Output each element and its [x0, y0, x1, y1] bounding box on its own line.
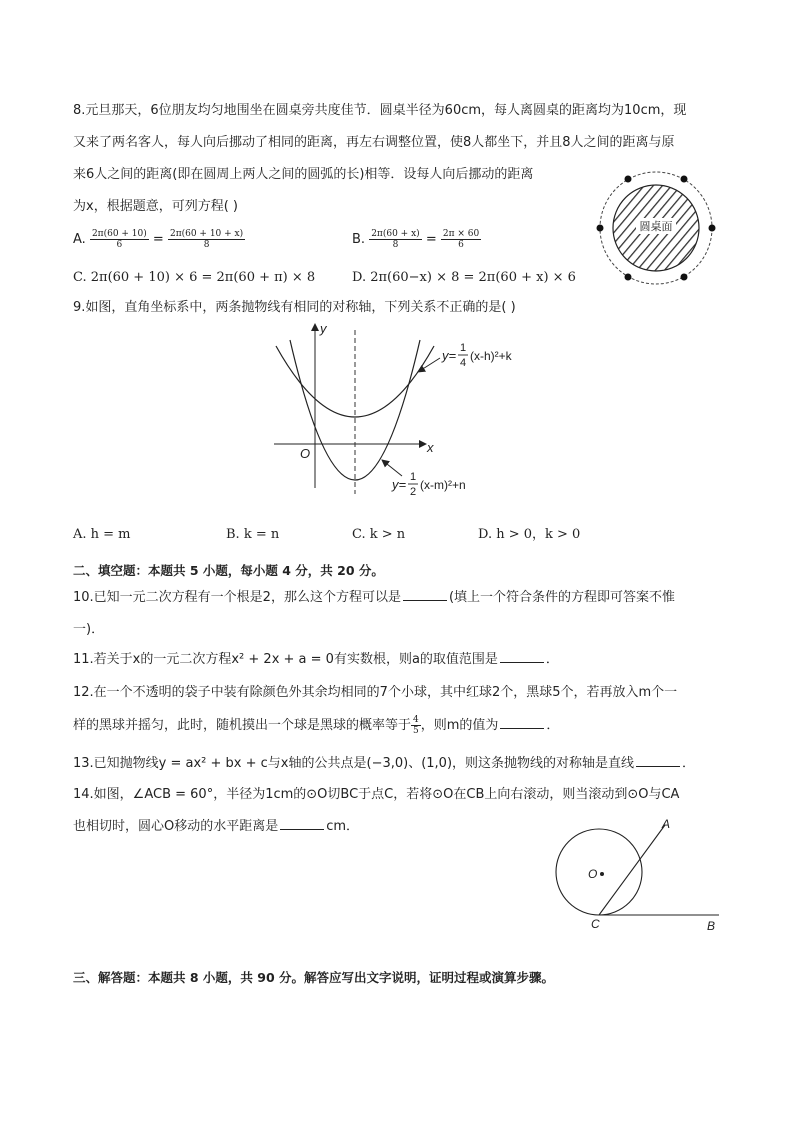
curve1-suffix: (x-h)²+k [470, 349, 512, 363]
ray-ca [599, 825, 665, 915]
q8-line-1: 8.元旦那天，6位朋友均匀地围坐在圆桌旁共度佳节．圆桌半径为60cm，每人离圆桌的距离均为10cm，现 [73, 103, 687, 118]
q8-option-b-eq: = [425, 232, 437, 247]
q12-answer-blank[interactable] [500, 716, 544, 729]
curve2-suffix: (x-m)²+n [420, 478, 466, 492]
circle-o [556, 829, 642, 915]
q8-option-c: C. 2π(60 + 10) × 6 = 2π(60 + π) × 8 [73, 270, 316, 285]
q8-option-d: D. 2π(60−x) × 8 = 2π(60 + x) × 6 [352, 270, 576, 285]
section-3-heading: 三、解答题：本题共 8 小题，共 90 分。解答应写出文字说明，证明过程或演算步骤。 [73, 970, 555, 985]
curve1-num: 1 [459, 342, 467, 354]
seat-dot [681, 274, 688, 281]
round-table-figure [590, 162, 722, 292]
q8-option-a-frac1 [90, 229, 149, 250]
q10-answer-blank[interactable] [403, 588, 447, 601]
q14-line-2 [73, 817, 359, 837]
q12-text-b: ，则m的值为 [420, 718, 499, 733]
x-axis-label: x [427, 440, 434, 455]
seat-dot [625, 176, 632, 183]
q11-line [73, 650, 559, 670]
q10-line-2: 一)． [73, 622, 105, 637]
q8-option-b-frac1 [369, 229, 421, 250]
q8-option-b-num2: 2π × 60 [442, 229, 480, 239]
q8-line-2: 又来了两名客人，每人向后挪动了相同的距离，再左右调整位置，使8人都坐下，并且8人之间的距离与原 [73, 135, 675, 150]
q8-option-b [352, 229, 481, 250]
q9-text: 9.如图，直角坐标系中，两条抛物线有相同的对称轴，下列关系不正确的是( ) [73, 300, 516, 315]
label-a: A [662, 817, 671, 831]
label-c: C [591, 917, 600, 931]
q12-frac-den: 5 [413, 726, 419, 736]
q14-answer-blank[interactable] [280, 817, 324, 830]
q13-answer-blank[interactable] [636, 754, 680, 767]
parabolas-figure [268, 318, 528, 500]
label-o: O [588, 867, 598, 881]
q11-end: ． [545, 652, 559, 667]
center-o-dot [600, 872, 604, 876]
table-label: 圆桌面 [639, 221, 673, 233]
q11-answer-blank[interactable] [500, 650, 544, 663]
seat-dot [597, 225, 604, 232]
q12-line-2 [73, 715, 559, 736]
y-axis-label: y [320, 321, 327, 336]
q14-end: cm． [326, 819, 360, 834]
q8-line-3: 来6人之间的距离(即在圆周上两人之间的圆弧的长)相等．设每人向后挪动的距离 [73, 167, 534, 182]
q8-option-a-den1: 6 [116, 240, 123, 250]
q13-end: ． [682, 756, 696, 771]
q14-text: 也相切时，圆心O移动的水平距离是 [73, 819, 279, 834]
origin-label: O [300, 446, 311, 461]
seat-dot [625, 274, 632, 281]
q11-text: 11.若关于x的一元二次方程x² + 2x + a = 0有实数根，则a的取值范围是 [73, 652, 498, 667]
q8-option-b-den2: 6 [458, 240, 464, 250]
q8-option-a-label: A. [73, 232, 86, 247]
q13-text: 13.已知抛物线y = ax² + bx + c与x轴的公共点是(−3,0)、(1,0)，则这条抛物线的对称轴是直线 [73, 756, 635, 771]
label-b: B [707, 919, 716, 933]
q9-option-d: D. h > 0，k > 0 [478, 527, 581, 542]
q8-option-a-num2: 2π(60 + 10 + x) [169, 229, 244, 239]
pointer-wide [418, 358, 440, 372]
q12-end: ． [546, 718, 560, 733]
q8-option-a [73, 229, 245, 250]
curve1-prefix: y= [442, 348, 457, 363]
curve2-den: 2 [409, 486, 417, 498]
curve1-den: 4 [459, 357, 467, 369]
q9-option-b: B. k = n [226, 527, 280, 542]
q12-probability-frac [411, 715, 421, 736]
q8-option-a-frac2 [168, 229, 245, 250]
q12-text-a: 样的黑球并摇匀，此时，随机摸出一个球是黑球的概率等于 [73, 718, 412, 733]
q9-option-a: A. h = m [73, 527, 131, 542]
q14-line-1: 14.如图，∠ACB = 60°，半径为1cm的⊙O切BC于点C，若将⊙O在CB上向右滚动，则当滚动到⊙O与CA [73, 787, 680, 802]
curve2-prefix: y= [392, 477, 407, 492]
q8-option-a-den2: 8 [203, 240, 210, 250]
q8-option-b-frac2 [441, 229, 481, 250]
q10-line-1 [73, 588, 675, 608]
q12-line-1: 12.在一个不透明的袋子中装有除颜色外其余均相同的7个小球，其中红球2个，黑球5个，若再放入m个一 [73, 685, 678, 700]
seat-dot [681, 176, 688, 183]
seat-dot [709, 225, 716, 232]
q8-option-b-den1: 8 [392, 240, 399, 250]
q13-line [73, 754, 695, 774]
q9-option-c: C. k > n [352, 527, 406, 542]
q8-option-b-label: B. [352, 232, 366, 247]
q8-line-4: 为x，根据题意，可列方程( ) [73, 199, 238, 214]
circle-angle-figure [555, 815, 735, 937]
q10-text-b: (填上一个符合条件的方程即可答案不惟 [448, 590, 676, 605]
curve2-num: 1 [409, 471, 417, 483]
q8-option-a-num1: 2π(60 + 10) [91, 229, 147, 239]
pointer-narrow [382, 460, 402, 476]
section-2-heading: 二、填空题：本题共 5 小题，每小题 4 分，共 20 分。 [73, 563, 384, 578]
q8-option-b-num1: 2π(60 + x) [371, 229, 420, 239]
q10-text-a: 10.已知一元二次方程有一个根是2，那么这个方程可以是 [73, 590, 401, 605]
q12-frac-num: 4 [413, 715, 419, 725]
q8-option-a-eq: = [152, 232, 164, 247]
